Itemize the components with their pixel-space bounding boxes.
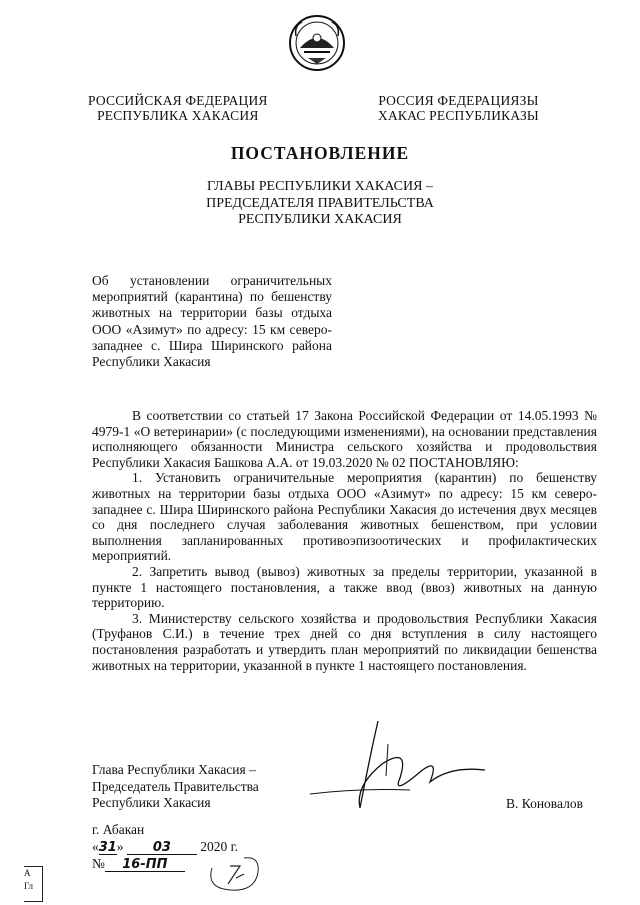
stamp-line-1: А [24,868,31,878]
date-line: «31» 03 2020 г. [92,839,239,855]
document-title: ПОСТАНОВЛЕНИЕ [230,143,410,163]
position-line-1: Глава Республики Хакасия – [92,762,256,777]
number-prefix: № [92,856,105,871]
signatory-position [92,762,259,812]
document-subtitle [150,179,490,229]
stamp-line-2: Гл [24,881,34,891]
coat-of-arms-emblem [288,14,346,72]
header-left-block [88,93,268,123]
date-day: 31 [98,840,117,855]
registration-stamp [24,866,43,902]
header-left-line-1: РОССИЙСКАЯ ФЕДЕРАЦИЯ [88,93,268,108]
place-of-issue: г. Абакан [92,822,145,837]
handwritten-signature [300,716,490,816]
header-left-line-2: РЕСПУБЛИКА ХАКАСИЯ [97,108,259,123]
number-line [92,856,185,872]
header-right-line-2: ХАКАС РЕСПУБЛИКАЗЫ [378,108,539,123]
position-line-3: Республики Хакасия [92,795,211,810]
item-paragraph-3: 3. Министерству сельского хозяйства и продовольствия Республики Хакасия (Труфанов С.И.) в течение трех дней со дня вступления в силу настоящего постановления разработать и утвердить план мероприятий по ликвидации бешенства животных на территории, указанной в пункте 1 настоящего постановления. [92,610,597,673]
subtitle-line-1: ГЛАВЫ РЕСПУБЛИКИ ХАКАСИЯ – [207,179,433,194]
handwritten-mark [200,848,270,903]
date-year: 2020 г. [200,839,239,854]
subtitle-line-2: ПРЕДСЕДАТЕЛЯ ПРАВИТЕЛЬСТВА [206,195,434,211]
subject-heading: Об установлении ограничительных мероприятий (карантина) по бешенству животных на территории базы отдыха ООО «Азимут» по адресу: 15 км северо-западнее с. Шира Ширинского района Республики Хакасия [92,273,332,370]
item-paragraph-1: 1. Установить ограничительные мероприятия (карантин) по бешенству животных на территории базы отдыха ООО «Азимут» по адресу: 15 км северо-западнее с. Шира Ширинского района Республики Хакасия до истечения двух месяцев со дня последнего случая заболевания животных бешенством, при условии выполнения запланированных противоэпизоотических и профилактических мероприятий. [92,470,597,564]
document-number: 16-ПП [105,858,185,872]
header-right-line-1: РОССИЯ ФЕДЕРАЦИЯЗЫ [378,93,539,108]
preamble-paragraph: В соответствии со статьей 17 Закона Российской Федерации от 14.05.1993 № 4979-1 «О ветеринарии» (с последующими изменениями), на основании представления исполняющего обязанности Министра сельского хозяйства и продовольствия Республики Хакасия Башкова А.А. от 19.03.2020 № 02 ПОСТАНОВЛЯЮ: [92,408,597,470]
date-month: 03 [127,841,197,855]
item-paragraph-2: 2. Запретить вывод (вывоз) животных за пределы территории, указанной в пункте 1 настоящего постановления, а также ввод (ввоз) животных на данную территорию. [92,563,597,611]
subtitle-line-3: РЕСПУБЛИКИ ХАКАСИЯ [238,212,402,227]
signatory-name: В. Коновалов [506,796,583,811]
position-line-2: Председатель Правительства [92,778,259,794]
header-right-block [378,93,539,123]
document-body [92,408,597,673]
